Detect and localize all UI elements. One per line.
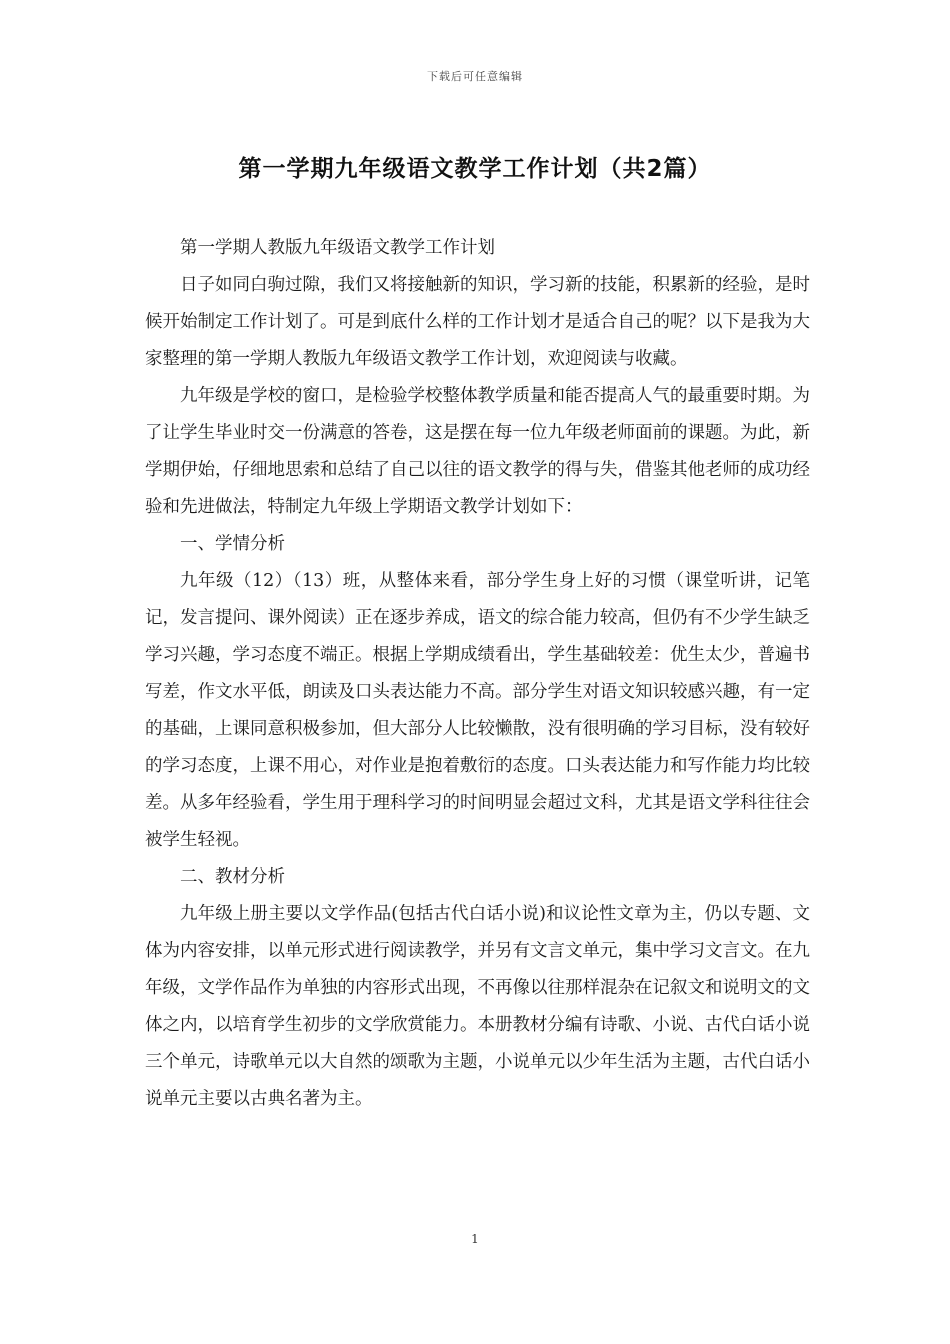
overview-paragraph: 九年级是学校的窗口，是检验学校整体教学质量和能否提高人气的最重要时期。为了让学生毕业时交一份满意的答卷，这是摆在每一位九年级老师面前的课题。为此，新学期伊始，仔细地思索和总结了自己以往的语文教学的得与失，借鉴其他老师的成功经验和先进做法，特制定九年级上学期语文教学计划如下：	[145, 386, 810, 517]
header-note: 下载后可任意编辑	[427, 70, 523, 83]
intro-paragraph: 日子如同白驹过隙，我们又将接触新的知识，学习新的技能，积累新的经验，是时候开始制定工作计划了。可是到底什么样的工作计划才是适合自己的呢？以下是我为大家整理的第一学期人教版九年级语文教学工作计划，欢迎阅读与收藏。	[145, 275, 810, 369]
page-number: 1	[471, 1232, 479, 1246]
student-analysis-paragraph: 九年级（12）（13）班，从整体来看，部分学生身上好的习惯（课堂听讲，记笔记，发言提问、课外阅读）正在逐步养成，语文的综合能力较高，但仍有不少学生缺乏学习兴趣，学习态度不端正。根据上学期成绩看出，学生基础较差：优生太少，普遍书写差，作文水平低，朗读及口头表达能力不高。部分学生对语文知识较感兴趣，有一定的基础，上课同意积极参加，但大部分人比较懒散，没有很明确的学习目标，没有较好的学习态度，上课不用心，对作业是抱着敷衍的态度。口头表达能力和写作能力均比较差。从多年经验看，学生用于理科学习的时间明显会超过文科，尤其是语文学科往往会被学生轻视。	[145, 571, 810, 850]
textbook-analysis-paragraph: 九年级上册主要以文学作品(包括古代白话小说)和议论性文章为主，仍以专题、文体为内容安排，以单元形式进行阅读教学，并另有文言文单元，集中学习文言文。在九年级，文学作品作为单独的内容形式出现，不再像以往那样混杂在记叙文和说明文的文体之内，以培育学生初步的文学欣赏能力。本册教材分编有诗歌、小说、古代白话小说三个单元，诗歌单元以大自然的颂歌为主题，小说单元以少年生活为主题，古代白话小说单元主要以古典名著为主。	[145, 904, 810, 1109]
document-title: 第一学期九年级语文教学工作计划（共2篇）	[238, 156, 712, 182]
subtitle-paragraph: 第一学期人教版九年级语文教学工作计划	[180, 238, 495, 258]
section-heading-textbook-analysis: 二、教材分析	[180, 867, 285, 887]
section-heading-student-analysis: 一、学情分析	[180, 534, 285, 554]
document-body	[145, 230, 810, 1118]
